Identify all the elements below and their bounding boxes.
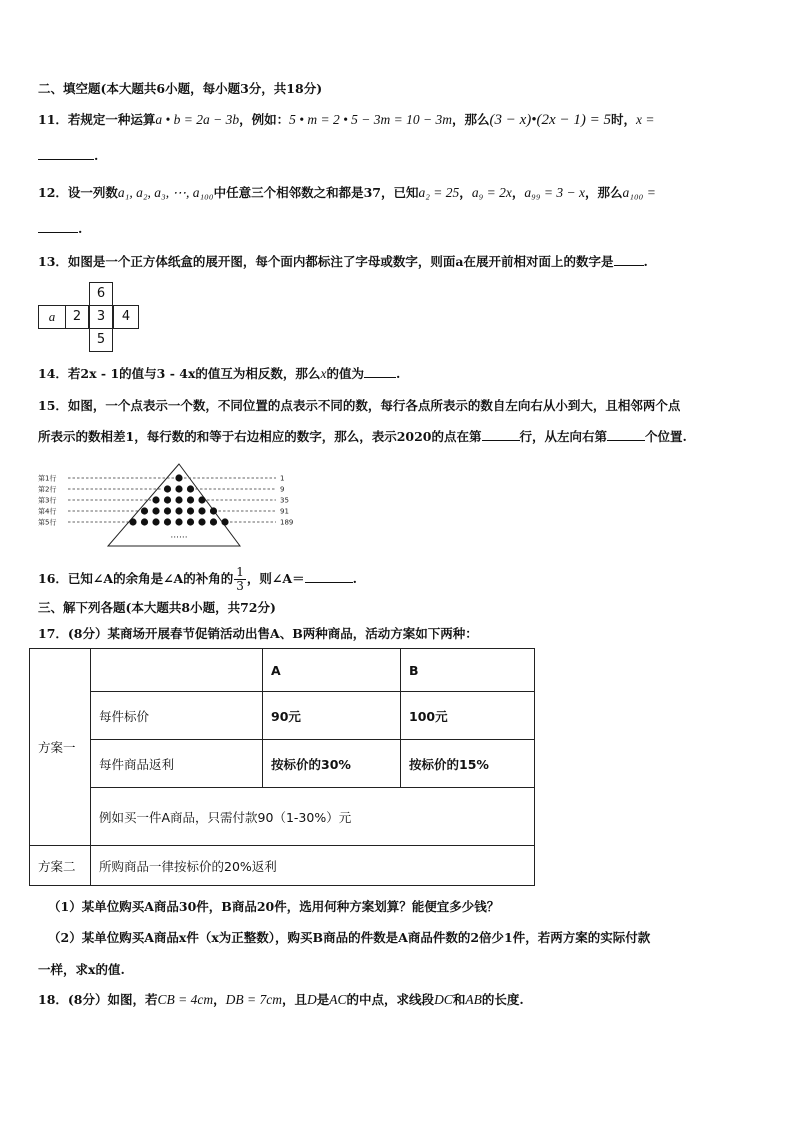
q14-expression-2: 3 - 4x [156, 366, 196, 381]
q14-var: x [320, 366, 327, 381]
q12-then: ，那么 [584, 185, 623, 200]
q11-example: 5 • m = 2 • 5 − 3m = 10 − 3m [289, 112, 453, 127]
q16-tail: ，则∠A＝ [246, 571, 305, 586]
net-face-2: 2 [65, 305, 89, 329]
q12-mid: 中任意三个相邻数之和都是37，已知 [213, 185, 419, 200]
triangle-dots-figure [36, 458, 306, 550]
q14-mid: 的值与 [119, 366, 157, 381]
q14-expression-1: 2x - 1 [80, 366, 120, 381]
question-17-part-2-line-2: 一样，求x的值. [38, 962, 125, 977]
figure-row-label: 第2行 [38, 485, 57, 494]
question-15-line-2 [38, 427, 687, 445]
q11-var: x = [635, 112, 655, 127]
q11-answer-blank[interactable] [38, 147, 94, 160]
q16-numerator: 1 [236, 565, 244, 579]
q11-end: . [94, 148, 99, 163]
net-face-a: a [38, 305, 66, 329]
figure-dot [175, 474, 182, 481]
net-face-top: 6 [89, 282, 113, 306]
figure-dot [198, 507, 205, 514]
price-label: 每件标价 [91, 692, 263, 740]
q12-end: . [78, 221, 83, 236]
figure-dot [152, 496, 159, 503]
q18-point-d: D [307, 992, 317, 1007]
q11-equation: (3 − x)•(2x − 1) = 5 [489, 112, 611, 128]
figure-dot [187, 496, 194, 503]
q18-segment-ab: AB [465, 992, 482, 1007]
plan-2-description: 所购商品一律按标价的20%返利 [91, 846, 535, 886]
q15-part-b: 行，从左向右第 [519, 429, 608, 444]
q12-condition-3: a₉₉ = 3 − x [524, 185, 585, 200]
question-14 [38, 364, 400, 382]
figure-dot [175, 518, 182, 525]
q16-fraction [234, 566, 246, 593]
plan-2-label: 方案二 [30, 846, 91, 886]
rebate-a: 按标价的30% [263, 740, 401, 788]
net-face-3: 3 [89, 305, 113, 329]
figure-dot [164, 496, 171, 503]
q18-segment-dc: DC [434, 992, 453, 1007]
question-17-intro: 17．(8分）某商场开展春节促销活动出售A、B两种商品，活动方案如下两种： [38, 626, 478, 641]
figure-row-label: 第3行 [38, 496, 57, 505]
q12-condition-1: a₂ = 25 [418, 185, 460, 200]
q12-condition-2: a₉ = 2x [471, 185, 512, 200]
figure-dot [152, 507, 159, 514]
question-15-line-1: 15．如图，一个点表示一个数，不同位置的点表示不同的数，每行各点所表示的数自左向右从小到大，且相邻两个点 [38, 398, 681, 413]
q16-denominator: 3 [236, 579, 244, 593]
figure-row-sum: 91 [280, 507, 289, 516]
figure-dot [141, 518, 148, 525]
figure-dot [187, 485, 194, 492]
q18-cb: CB = 4cm [157, 992, 214, 1007]
figure-dot [210, 518, 217, 525]
q13-text: 13．如图是一个正方体纸盒的展开图，每个面内都标注了字母或数字，则面a在展开前相对面上的数字是 [38, 254, 614, 269]
q14-end: . [395, 366, 401, 381]
q14-text: 14．若 [38, 366, 81, 381]
q18-and: 和 [452, 992, 466, 1007]
q12-sequence: a₁, a₂, a₃, ⋯, a₁₀₀ [117, 185, 214, 200]
question-18: 18．(8分）如图，若CB = 4cm，DB = 7cm，且D是AC的中点，求线段DC和AB的长度. [38, 992, 524, 1007]
q11-answer-line [38, 147, 98, 163]
q12-answer-blank[interactable] [38, 220, 78, 233]
rebate-label: 每件商品返利 [91, 740, 263, 788]
figure-dot [129, 518, 136, 525]
q18-mid3: 的中点，求线段 [346, 992, 435, 1007]
q12-prefix: 12．设一列数 [38, 185, 118, 200]
q11-example-label: ，例如： [239, 112, 290, 127]
q15-part-c: 个位置. [645, 429, 687, 444]
q13-answer-blank[interactable] [614, 253, 644, 266]
price-b: 100元 [401, 692, 535, 740]
figure-dot [164, 485, 171, 492]
q11-prefix: 11．若规定一种运算 [38, 112, 156, 127]
q18-tail: 的长度. [481, 992, 524, 1007]
q11-rule: a • b = 2a − 3b [155, 112, 240, 127]
q12-ask: a₁₀₀ = [622, 185, 656, 200]
figure-dot [210, 507, 217, 514]
figure-row-label: 第5行 [38, 518, 57, 527]
figure-dot [175, 496, 182, 503]
q14-answer-blank[interactable] [364, 365, 396, 378]
section-heading-fill-in: 二、填空题(本大题共6小题，每小题3分，共18分) [38, 81, 323, 96]
q14-mid2: 的值互为相反数，那么 [195, 366, 321, 381]
q11-tail: 时， [610, 112, 636, 127]
promotion-plans-table [29, 648, 535, 886]
column-header-b: B [401, 649, 535, 692]
figure-dot [152, 518, 159, 525]
figure-row-sum: 189 [280, 518, 294, 527]
q12-answer-line [38, 220, 82, 236]
question-12: 12．设一列数a₁, a₂, a₃, ⋯, a₁₀₀中任意三个相邻数之和都是37，已知a₂ = 25，a₉ = 2x，a₉₉ = 3 − x，那么a₁₀₀ = [38, 185, 656, 200]
q18-mid: ，且 [282, 992, 308, 1007]
figure-dot [198, 518, 205, 525]
figure-row-label: 第4行 [38, 507, 57, 516]
question-17-part-2-line-1: （2）某单位购买A商品x件（x为正整数），购买B商品的件数是A商品件数的2倍少1件，若两方案的实际付款 [48, 930, 651, 945]
figure-row-sum: 9 [280, 485, 285, 494]
section-heading-solve: 三、解下列各题(本大题共8小题，共72分) [38, 600, 276, 615]
q15-part-a: 所表示的数相差1，每行数的和等于右边相应的数字，那么，表示2020的点在第 [38, 429, 482, 444]
figure-row-sum: 1 [280, 474, 285, 483]
figure-dot [187, 518, 194, 525]
figure-row-label: 第1行 [38, 474, 57, 483]
figure-dot [198, 496, 205, 503]
q18-mid2: 是 [316, 992, 330, 1007]
question-11 [38, 110, 654, 129]
q18-segment-ac: AC [329, 992, 347, 1007]
plan-1-example: 例如买一件A商品，只需付款90（1-30%）元 [91, 788, 535, 846]
q11-then: ，那么 [452, 112, 490, 127]
rebate-b: 按标价的15% [401, 740, 535, 788]
q15-row-blank[interactable] [482, 428, 520, 441]
figure-dot [175, 485, 182, 492]
net-face-4: 4 [113, 305, 139, 329]
figure-dot [221, 518, 228, 525]
q16-text: 16．已知∠A的余角是∠A的补角的 [38, 571, 234, 586]
question-17-part-1: （1）某单位购买A商品30件，B商品20件，选用何种方案划算？能便宜多少钱？ [48, 899, 500, 914]
q16-answer-blank[interactable] [305, 570, 353, 583]
figure-dot [164, 518, 171, 525]
figure-dot [141, 507, 148, 514]
figure-dot [164, 507, 171, 514]
q18-db: DB = 7cm [225, 992, 282, 1007]
price-a: 90元 [263, 692, 401, 740]
figure-dot [175, 507, 182, 514]
q16-end: . [352, 571, 357, 586]
q18-prefix: 18．(8分）如图，若 [38, 992, 158, 1007]
question-13 [38, 252, 648, 270]
figure-row-sum: 35 [280, 496, 289, 505]
net-face-bottom: 5 [89, 328, 113, 352]
figure-ellipsis: ······ [170, 533, 188, 543]
q14-tail: 的值为 [326, 366, 364, 381]
figure-dot [187, 507, 194, 514]
plan-1-label: 方案一 [30, 649, 91, 846]
question-16 [38, 566, 357, 593]
q15-position-blank[interactable] [607, 428, 645, 441]
q13-end: . [643, 254, 648, 269]
column-header-a: A [263, 649, 401, 692]
table-header-empty [91, 649, 263, 692]
